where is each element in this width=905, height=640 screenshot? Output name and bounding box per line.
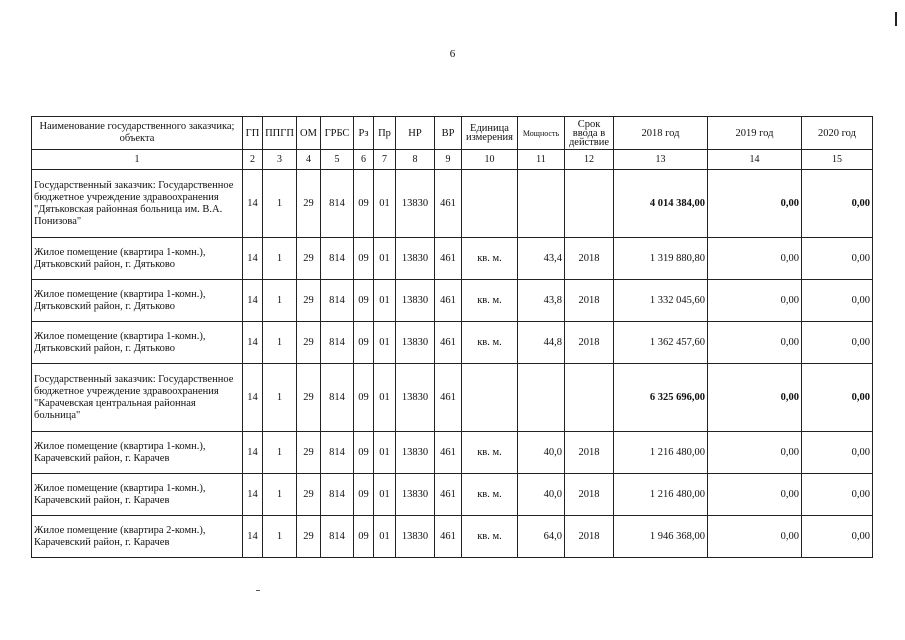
row-grbs: 814	[321, 238, 354, 280]
row-capacity	[518, 170, 565, 238]
row-om: 29	[297, 170, 321, 238]
row-grbs: 814	[321, 170, 354, 238]
row-2018: 1 946 368,00	[614, 516, 708, 558]
row-vr: 461	[435, 432, 462, 474]
row-pr: 01	[374, 516, 396, 558]
row-ppgp: 1	[263, 322, 297, 364]
row-ppgp: 1	[263, 364, 297, 432]
row-name: Жилое помещение (квартира 1-комн.), Карачевский район, г. Карачев	[32, 474, 243, 516]
row-term: 2018	[565, 474, 614, 516]
col-number: 5	[321, 150, 354, 170]
row-capacity: 43,8	[518, 280, 565, 322]
row-grbs: 814	[321, 322, 354, 364]
header-2020: 2020 год	[802, 117, 873, 150]
row-rz: 09	[354, 280, 374, 322]
header-nr: НР	[396, 117, 435, 150]
row-name: Жилое помещение (квартира 1-комн.), Дятьковский район, г. Дятьково	[32, 280, 243, 322]
row-nr: 13830	[396, 280, 435, 322]
page-number: 6	[449, 48, 456, 60]
header-term: Срок ввода в действие	[565, 117, 614, 150]
row-2019: 0,00	[708, 516, 802, 558]
col-number: 3	[263, 150, 297, 170]
row-nr: 13830	[396, 432, 435, 474]
row-name: Жилое помещение (квартира 1-комн.), Карачевский район, г. Карачев	[32, 432, 243, 474]
row-gp: 14	[243, 474, 263, 516]
header-om: ОМ	[297, 117, 321, 150]
row-vr: 461	[435, 364, 462, 432]
row-2020: 0,00	[802, 280, 873, 322]
row-capacity	[518, 364, 565, 432]
row-rz: 09	[354, 364, 374, 432]
row-vr: 461	[435, 280, 462, 322]
row-capacity: 43,4	[518, 238, 565, 280]
row-rz: 09	[354, 170, 374, 238]
header-2019: 2019 год	[708, 117, 802, 150]
row-capacity: 44,8	[518, 322, 565, 364]
table-row	[32, 364, 873, 432]
column-number-row	[32, 150, 873, 170]
table-row	[32, 474, 873, 516]
table-row	[32, 322, 873, 364]
table-row	[32, 238, 873, 280]
row-unit	[462, 364, 518, 432]
row-capacity: 40,0	[518, 432, 565, 474]
row-nr: 13830	[396, 474, 435, 516]
row-2018: 6 325 696,00	[614, 364, 708, 432]
header-gp: ГП	[243, 117, 263, 150]
col-number: 9	[435, 150, 462, 170]
row-unit: кв. м.	[462, 280, 518, 322]
row-pr: 01	[374, 170, 396, 238]
row-name: Жилое помещение (квартира 2-комн.), Карачевский район, г. Карачев	[32, 516, 243, 558]
row-rz: 09	[354, 238, 374, 280]
row-gp: 14	[243, 432, 263, 474]
row-gp: 14	[243, 238, 263, 280]
scan-speck	[256, 590, 260, 591]
scan-edge-mark	[895, 12, 897, 26]
row-unit: кв. м.	[462, 322, 518, 364]
row-pr: 01	[374, 364, 396, 432]
row-grbs: 814	[321, 516, 354, 558]
col-number: 8	[396, 150, 435, 170]
row-om: 29	[297, 364, 321, 432]
row-om: 29	[297, 474, 321, 516]
row-unit: кв. м.	[462, 474, 518, 516]
col-number: 12	[565, 150, 614, 170]
row-2019: 0,00	[708, 364, 802, 432]
row-grbs: 814	[321, 364, 354, 432]
row-term: 2018	[565, 432, 614, 474]
col-number: 2	[243, 150, 263, 170]
col-number: 1	[32, 150, 243, 170]
row-term	[565, 170, 614, 238]
budget-table	[31, 116, 873, 558]
row-grbs: 814	[321, 474, 354, 516]
col-number: 11	[518, 150, 565, 170]
row-rz: 09	[354, 474, 374, 516]
row-2019: 0,00	[708, 474, 802, 516]
row-capacity: 64,0	[518, 516, 565, 558]
row-gp: 14	[243, 170, 263, 238]
row-2020: 0,00	[802, 432, 873, 474]
row-2019: 0,00	[708, 238, 802, 280]
row-om: 29	[297, 322, 321, 364]
row-term: 2018	[565, 238, 614, 280]
row-pr: 01	[374, 432, 396, 474]
row-name: Государственный заказчик: Государственное бюджетное учреждение здравоохранения "Карачевская центральная районная больница"	[32, 364, 243, 432]
row-vr: 461	[435, 170, 462, 238]
row-capacity: 40,0	[518, 474, 565, 516]
row-rz: 09	[354, 322, 374, 364]
col-number: 14	[708, 150, 802, 170]
row-2019: 0,00	[708, 432, 802, 474]
header-row	[32, 117, 873, 150]
table-row	[32, 170, 873, 238]
row-vr: 461	[435, 238, 462, 280]
row-2019: 0,00	[708, 322, 802, 364]
row-unit: кв. м.	[462, 238, 518, 280]
row-ppgp: 1	[263, 516, 297, 558]
row-grbs: 814	[321, 432, 354, 474]
row-2019: 0,00	[708, 280, 802, 322]
row-name: Государственный заказчик: Государственное бюджетное учреждение здравоохранения "Дятьковская районная больница им. В.А. Понизова"	[32, 170, 243, 238]
row-rz: 09	[354, 432, 374, 474]
row-unit	[462, 170, 518, 238]
row-2020: 0,00	[802, 516, 873, 558]
row-2020: 0,00	[802, 474, 873, 516]
row-vr: 461	[435, 516, 462, 558]
header-vr: ВР	[435, 117, 462, 150]
col-number: 4	[297, 150, 321, 170]
row-nr: 13830	[396, 238, 435, 280]
row-pr: 01	[374, 280, 396, 322]
header-name: Наименование государственного заказчика; объекта	[32, 117, 243, 150]
row-ppgp: 1	[263, 280, 297, 322]
header-pr: Пр	[374, 117, 396, 150]
row-2020: 0,00	[802, 170, 873, 238]
row-ppgp: 1	[263, 238, 297, 280]
table-row	[32, 516, 873, 558]
row-nr: 13830	[396, 364, 435, 432]
row-2018: 1 319 880,80	[614, 238, 708, 280]
row-name: Жилое помещение (квартира 1-комн.), Дятьковский район, г. Дятьково	[32, 238, 243, 280]
row-pr: 01	[374, 474, 396, 516]
row-2018: 1 216 480,00	[614, 474, 708, 516]
row-unit: кв. м.	[462, 516, 518, 558]
row-vr: 461	[435, 322, 462, 364]
row-nr: 13830	[396, 322, 435, 364]
header-grbs: ГРБС	[321, 117, 354, 150]
col-number: 7	[374, 150, 396, 170]
header-rz: Рз	[354, 117, 374, 150]
row-nr: 13830	[396, 516, 435, 558]
row-grbs: 814	[321, 280, 354, 322]
row-gp: 14	[243, 322, 263, 364]
row-pr: 01	[374, 322, 396, 364]
header-ppgp: ППГП	[263, 117, 297, 150]
row-term: 2018	[565, 280, 614, 322]
row-2018: 1 216 480,00	[614, 432, 708, 474]
row-om: 29	[297, 238, 321, 280]
col-number: 15	[802, 150, 873, 170]
row-ppgp: 1	[263, 170, 297, 238]
col-number: 10	[462, 150, 518, 170]
header-2018: 2018 год	[614, 117, 708, 150]
row-gp: 14	[243, 280, 263, 322]
col-number: 13	[614, 150, 708, 170]
row-gp: 14	[243, 516, 263, 558]
col-number: 6	[354, 150, 374, 170]
header-capacity: Мощность	[518, 117, 565, 150]
table-row	[32, 280, 873, 322]
row-2019: 0,00	[708, 170, 802, 238]
row-2018: 4 014 384,00	[614, 170, 708, 238]
row-om: 29	[297, 432, 321, 474]
row-om: 29	[297, 516, 321, 558]
row-nr: 13830	[396, 170, 435, 238]
row-pr: 01	[374, 238, 396, 280]
row-term: 2018	[565, 322, 614, 364]
row-ppgp: 1	[263, 474, 297, 516]
row-2018: 1 332 045,60	[614, 280, 708, 322]
header-unit: Единица измерения	[462, 117, 518, 150]
row-om: 29	[297, 280, 321, 322]
row-2020: 0,00	[802, 238, 873, 280]
row-name: Жилое помещение (квартира 1-комн.), Дятьковский район, г. Дятьково	[32, 322, 243, 364]
row-term: 2018	[565, 516, 614, 558]
row-2018: 1 362 457,60	[614, 322, 708, 364]
row-2020: 0,00	[802, 364, 873, 432]
row-vr: 461	[435, 474, 462, 516]
row-unit: кв. м.	[462, 432, 518, 474]
row-2020: 0,00	[802, 322, 873, 364]
row-ppgp: 1	[263, 432, 297, 474]
row-gp: 14	[243, 364, 263, 432]
row-term	[565, 364, 614, 432]
table-row	[32, 432, 873, 474]
row-rz: 09	[354, 516, 374, 558]
